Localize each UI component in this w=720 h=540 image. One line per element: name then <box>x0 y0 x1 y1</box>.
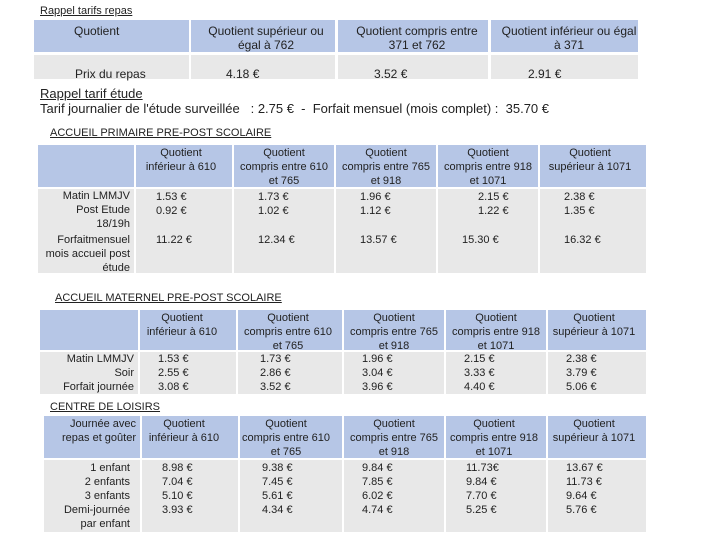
loisirs-value: 6.02 € <box>362 490 393 502</box>
maternel-title: ACCUEIL MATERNEL PRE-POST SCOLAIRE <box>55 292 282 304</box>
loisirs-value: 4.74 € <box>362 504 393 516</box>
maternel-value: 4.40 € <box>464 381 495 393</box>
primaire-forfait-value: 15.30 € <box>462 234 499 246</box>
primaire-value: 1.35 € <box>564 205 595 217</box>
repas-header-col3: Quotient inférieur ou égal à 371 <box>501 24 637 52</box>
repas-price: 2.91 € <box>528 67 562 81</box>
loisirs-value: 9.64 € <box>566 490 597 502</box>
repas-header-quotient: Quotient <box>74 24 120 38</box>
loisirs-value: 3.93 € <box>162 504 193 516</box>
loisirs-title: CENTRE DE LOISIRS <box>50 401 161 413</box>
repas-title: Rappel tarifs repas <box>40 5 133 17</box>
maternel-value: 2.15 € <box>464 353 495 365</box>
repas-price: 3.52 € <box>374 67 408 81</box>
maternel-value: 2.38 € <box>566 353 597 365</box>
loisirs-header: Quotient compris entre 918 et 1071 <box>449 418 539 458</box>
primaire-forfait-value: 13.57 € <box>360 234 397 246</box>
primaire-value: 1.12 € <box>360 205 391 217</box>
primaire-value: 2.38 € <box>564 191 595 203</box>
maternel-value: 3.33 € <box>464 367 495 379</box>
loisirs-value: 11.73 € <box>566 476 602 488</box>
repas-price: 4.18 € <box>226 67 260 81</box>
primaire-value: 1.96 € <box>360 191 391 203</box>
primaire-header: Quotient compris entre 918 et 1071 <box>443 147 533 187</box>
primaire-forfait-value: 16.32 € <box>564 234 601 246</box>
primaire-row2-label: Forfaitmensuel mois accueil post étude <box>45 234 130 274</box>
repas-header-col2: Quotient compris entre 371 et 762 <box>356 24 478 52</box>
maternel-value: 3.52 € <box>260 381 291 393</box>
loisirs-value: 9.84 € <box>466 476 497 488</box>
maternel-value: 3.04 € <box>362 367 393 379</box>
loisirs-value: 5.10 € <box>162 490 193 502</box>
maternel-value: 1.53 € <box>158 353 189 365</box>
primaire-value: 1.73 € <box>258 191 289 203</box>
loisirs-value: 5.25 € <box>466 504 497 516</box>
loisirs-value: 5.76 € <box>566 504 597 516</box>
primaire-title: ACCUEIL PRIMAIRE PRE-POST SCOLAIRE <box>50 127 272 139</box>
loisirs-value: 4.34 € <box>262 504 293 516</box>
loisirs-value: 7.85 € <box>362 476 393 488</box>
primaire-value: 1.22 € <box>478 205 509 217</box>
loisirs-value: 8.98 € <box>162 462 193 474</box>
primaire-forfait-value: 12.34 € <box>258 234 295 246</box>
maternel-header: Quotient compris entre 765 et 918 <box>349 312 439 352</box>
loisirs-value: 9.38 € <box>262 462 293 474</box>
loisirs-header: Quotient compris entre 765 et 918 <box>349 418 439 458</box>
etude-line: Tarif journalier de l'étude surveillée : 2.75 € - Forfait mensuel (mois complet) : 35.70 € <box>40 101 549 116</box>
maternel-header: Quotient compris entre 918 et 1071 <box>451 312 541 352</box>
maternel-header: Quotient inférieur à 610 <box>146 312 218 338</box>
loisirs-value: 13.67 € <box>566 462 603 474</box>
maternel-value: 1.73 € <box>260 353 291 365</box>
maternel-value: 3.96 € <box>362 381 393 393</box>
maternel-value: 2.55 € <box>158 367 189 379</box>
primaire-header: Quotient inférieur à 610 <box>145 147 217 173</box>
maternel-header: Quotient supérieur à 1071 <box>552 312 636 338</box>
primaire-value: 2.15 € <box>478 191 509 203</box>
loisirs-corner: Journée avec repas et goûter <box>62 418 136 444</box>
loisirs-header: Quotient supérieur à 1071 <box>552 418 636 444</box>
maternel-value: 5.06 € <box>566 381 597 393</box>
loisirs-value: 7.45 € <box>262 476 293 488</box>
maternel-row-labels: Matin LMMJV Soir Forfait journée <box>63 353 134 393</box>
primaire-forfait-value: 11.22 € <box>156 234 192 246</box>
primaire-value: 1.53 € <box>156 191 187 203</box>
maternel-value: 3.79 € <box>566 367 597 379</box>
primaire-value: 0.92 € <box>156 205 187 217</box>
loisirs-value: 7.04 € <box>162 476 193 488</box>
primaire-header: Quotient compris entre 610 et 765 <box>239 147 329 187</box>
maternel-value: 2.86 € <box>260 367 291 379</box>
maternel-value: 3.08 € <box>158 381 189 393</box>
loisirs-value: 9.84 € <box>362 462 393 474</box>
etude-title: Rappel tarif étude <box>40 86 143 101</box>
loisirs-row-labels: 1 enfant 2 enfants 3 enfants Demi-journée par enfant <box>63 462 130 530</box>
primaire-header: Quotient supérieur à 1071 <box>548 147 632 173</box>
repas-row-label: Prix du repas <box>75 67 146 81</box>
primaire-value: 1.02 € <box>258 205 289 217</box>
loisirs-value: 7.70 € <box>466 490 497 502</box>
repas-header-col1: Quotient supérieur ou égal à 762 <box>208 24 324 52</box>
loisirs-header: Quotient inférieur à 610 <box>148 418 220 444</box>
loisirs-header: Quotient compris entre 610 et 765 <box>241 418 331 458</box>
loisirs-value: 11.73€ <box>466 462 499 474</box>
loisirs-value: 5.61 € <box>262 490 293 502</box>
maternel-header: Quotient compris entre 610 et 765 <box>243 312 333 352</box>
primaire-header: Quotient compris entre 765 et 918 <box>341 147 431 187</box>
primaire-row1-label: Matin LMMJV Post Etude 18/19h <box>62 190 130 230</box>
maternel-value: 1.96 € <box>362 353 393 365</box>
